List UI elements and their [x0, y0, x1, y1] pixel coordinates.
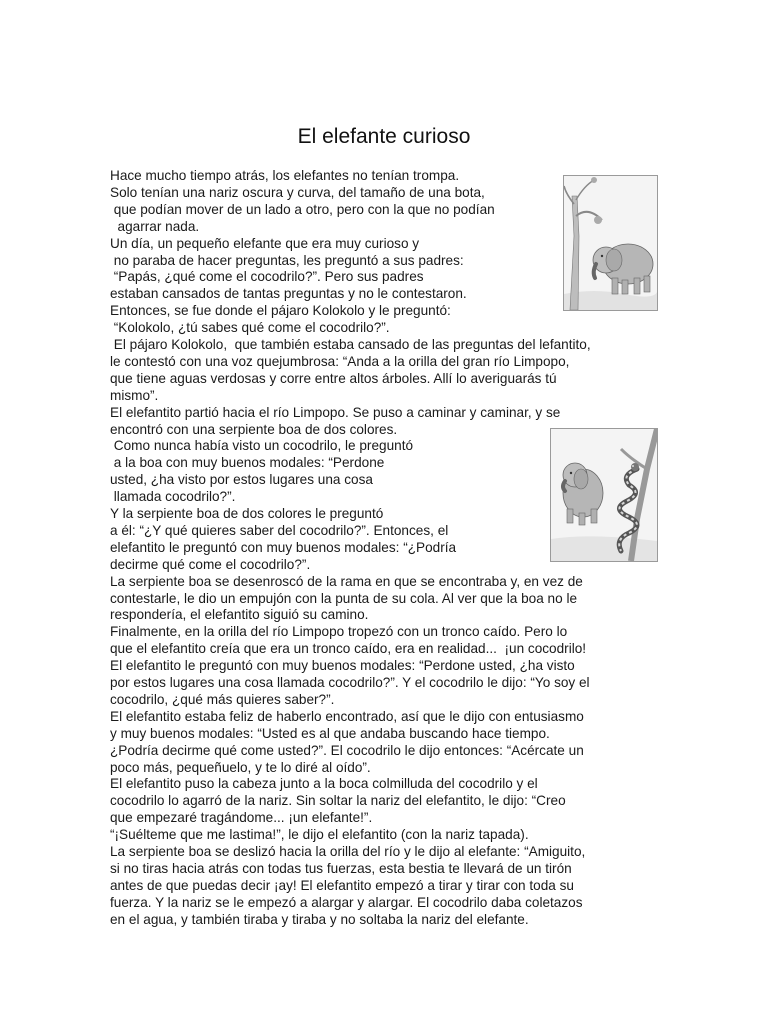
story-line: ¿Podría decirme qué come usted?”. El cocodrilo le dijo entonces: “Acércate un: [110, 742, 584, 758]
story-line: a él: “¿Y qué quieres saber del cocodrilo?”. Entonces, el: [110, 522, 449, 538]
story-line: “Kolokolo, ¿tú sabes qué come el cocodrilo?”.: [110, 320, 390, 336]
story-line: Entonces, se fue donde el pájaro Kolokolo y le preguntó:: [110, 303, 451, 319]
story-line: estaban cansados de tantas preguntas y no le contestaron.: [110, 286, 467, 302]
elephant-tree-illustration: [563, 175, 658, 311]
elephant-snake-illustration: [550, 428, 658, 562]
story-line: no paraba de hacer preguntas, les preguntó a sus padres:: [110, 252, 464, 268]
story-line: si no tiras hacia atrás con todas tus fuerzas, esta bestia te llevará de un tirón: [110, 860, 572, 876]
story-line: El elefantito estaba feliz de haberlo encontrado, así que le dijo con entusiasmo: [110, 708, 584, 724]
story-line: elefantito le preguntó con muy buenos modales: “¿Podría: [110, 539, 457, 555]
story-line: La serpiente boa se desenroscó de la rama en que se encontraba y, en vez de: [110, 573, 583, 589]
story-line: por estos lugares una cosa llamada cocodrilo?”. Y el cocodrilo le dijo: “Yo soy el: [110, 675, 590, 690]
story-line: Como nunca había visto un cocodrilo, le preguntó: [110, 438, 414, 454]
story-line: “¡Suélteme que me lastima!”, le dijo el elefantito (con la nariz tapada).: [110, 827, 529, 843]
story-line: El elefantito le preguntó con muy buenos modales: “Perdone usted, ¿ha visto: [110, 658, 575, 674]
story-line: fuerza. Y la nariz se le empezó a alargar y alargar. El cocodrilo daba coletazos: [110, 894, 583, 910]
story-line: poco más, pequeñuelo, y te lo diré al oído”.: [110, 759, 371, 775]
story-line: mismo”.: [110, 387, 159, 403]
story-line: Hace mucho tiempo atrás, los elefantes no tenían trompa.: [110, 168, 460, 183]
story-line: agarrar nada.: [110, 218, 200, 234]
story-line: le contestó con una voz quejumbrosa: “Anda a la orilla del gran río Limpopo,: [110, 353, 570, 369]
story-line: Solo tenían una nariz oscura y curva, del tamaño de una bota,: [110, 184, 485, 200]
story-line: contestarle, le dio un empujón con la punta de su cola. Al ver que la boa no le: [110, 590, 578, 606]
story-line: El elefantito partió hacia el río Limpopo. Se puso a caminar y caminar, y se: [110, 404, 561, 420]
story-line: encontró con una serpiente boa de dos colores.: [110, 421, 398, 437]
story-line: respondería, el elefantito siguió su camino.: [110, 607, 369, 623]
story-line: cocodrilo lo agarró de la nariz. Sin soltar la nariz del elefantito, le dijo: “Creo: [110, 793, 566, 809]
story-line: decirme qué come el cocodrilo?”.: [110, 556, 311, 572]
story-line: Un día, un pequeño elefante que era muy curioso y: [110, 235, 420, 251]
story-line: usted, ¿ha visto por estos lugares una cosa: [110, 472, 373, 488]
story-line: que empezaré tragándome... ¡un elefante!”.: [110, 810, 373, 826]
page-title: El elefante curioso: [297, 125, 471, 148]
story-line: y muy buenos modales: “Usted es al que andaba buscando hace tiempo.: [110, 725, 550, 741]
story-line: La serpiente boa se deslizó hacia la orilla del río y le dijo al elefante: “Amiguito,: [110, 844, 586, 859]
story-line: Finalmente, en la orilla del río Limpopo tropezó con un tronco caído. Pero lo: [110, 624, 568, 640]
story-line: “Papás, ¿qué come el cocodrilo?”. Pero sus padres: [110, 269, 424, 285]
story-line: antes de que puedas decir ¡ay! El elefantito empezó a tirar y tirar con toda su: [110, 877, 574, 893]
story-line: a la boa con muy buenos modales: “Perdone: [110, 455, 385, 471]
story-line: que el elefantito creía que era un tronco caído, era en realidad... ¡un cocodrilo!: [110, 641, 587, 657]
story-line: Y la serpiente boa de dos colores le preguntó: [110, 506, 384, 521]
story-line: que podían mover de un lado a otro, pero con la que no podían: [110, 201, 495, 217]
story-line: que tiene aguas verdosas y corre entre altos árboles. Allí lo averiguarás tú: [110, 370, 557, 386]
story-line: cocodrilo, ¿qué más quieres saber?”.: [110, 691, 335, 707]
story-line: en el agua, y también tiraba y tiraba y no soltaba la nariz del elefante.: [110, 911, 529, 927]
story-line: llamada cocodrilo?”.: [110, 489, 236, 505]
story-line: El elefantito puso la cabeza junto a la boca colmilluda del cocodrilo y el: [110, 776, 538, 792]
story-line: El pájaro Kolokolo, que también estaba cansado de las preguntas del lefantito,: [110, 337, 591, 352]
